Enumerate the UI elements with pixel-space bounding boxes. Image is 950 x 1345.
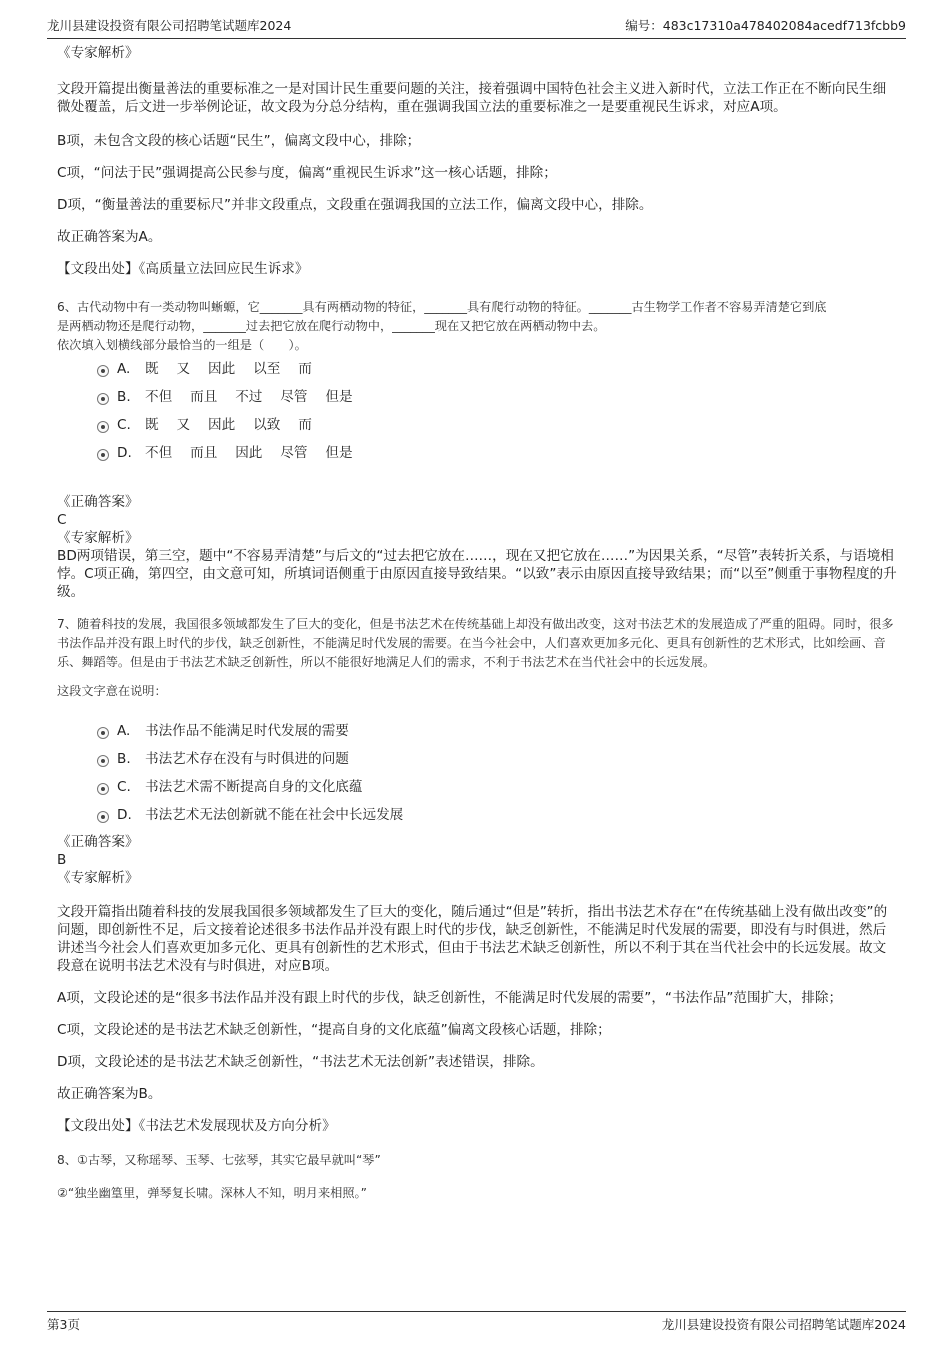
q7-analysis-c: C项，文段论述的是书法艺术缺乏创新性，“提高自身的文化底蕴”偏离文段核心话题，排除；	[57, 1022, 611, 1038]
page-footer	[47, 1311, 906, 1334]
option-text: 既 又 因此 以至 而	[145, 361, 312, 377]
footer-title: 龙川县建设投资有限公司招聘笔试题库2024	[661, 1317, 906, 1332]
q6-option-b[interactable]	[57, 385, 897, 413]
radio-icon[interactable]	[97, 727, 109, 739]
option-letter: D.	[117, 445, 132, 461]
option-letter: B.	[117, 751, 131, 767]
option-letter: D.	[117, 807, 132, 823]
q6-text-line2: 是两栖动物还是爬行动物，_______过去把它放在爬行动物中，_______现在又把它放在两栖动物中去。	[57, 319, 606, 333]
q7-answer-title: 《正确答案》	[57, 834, 139, 850]
header-code: 编号：483c17310a478402084acedf713fcbb9	[625, 18, 906, 33]
q6-option-d[interactable]	[57, 441, 897, 469]
question-7	[57, 615, 897, 1135]
q6-text-line1: 6、古代动物中有一类动物叫蜥螈，它_______具有两栖动物的特征，_______具有爬行动物的特征。_______古生物学工作者不容易弄清楚它到底	[57, 300, 827, 314]
option-text: 书法艺术无法创新就不能在社会中长远发展	[145, 807, 404, 823]
q7-answer: B	[57, 852, 67, 868]
option-text: 既 又 因此 以致 而	[145, 417, 312, 433]
radio-icon[interactable]	[97, 365, 109, 377]
q5-analysis-b: B项，未包含文段的核心话题“民生”，偏离文段中心，排除；	[57, 133, 421, 149]
question-6	[57, 298, 897, 601]
q7-option-a[interactable]	[57, 719, 897, 747]
page-content	[57, 44, 897, 1203]
option-letter: A.	[117, 723, 131, 739]
option-letter: A.	[117, 361, 131, 377]
q7-text: 7、随着科技的发展，我国很多领域都发生了巨大的变化，但是书法艺术在传统基础上却没有做出改变，这对书法艺术的发展造成了严重的阻碍。同时，很多书法作品并没有跟上时代的步伐，缺乏创新性，不能满足时代发展的需要。在当今社会中，人们喜欢更加多元化、更具有创新性的艺术形式，比如绘画、音乐、舞蹈等。但是由于书法艺术缺乏创新性，所以不能很好地满足人们的需求，不利于书法艺术在当代社会中的长远发展。	[57, 617, 894, 669]
q6-answer: C	[57, 512, 67, 528]
q7-analysis-p1: 文段开篇指出随着科技的发展我国很多领域都发生了巨大的变化，随后通过“但是”转折，指出书法艺术存在“在传统基础上没有做出改变”的问题，即创新性不足，后文接着论述很多书法作品并没有跟上时代的步伐，缺乏创新性，不能满足时代发展的需要，即没有与时俱进，然后讲述当今社会人们喜欢更加多元化、更具有创新性的艺术形式，但由于书法艺术缺乏创新性，所以不利于其在当代社会中的长远发展。故文段意在说明书法艺术没有与时俱进，对应B项。	[57, 904, 888, 974]
q6-prompt: 依次填入划横线部分最恰当的一组是（ ）。	[57, 338, 307, 352]
q6-answer-title: 《正确答案》	[57, 494, 139, 510]
radio-icon[interactable]	[97, 393, 109, 405]
radio-icon[interactable]	[97, 811, 109, 823]
radio-icon[interactable]	[97, 449, 109, 461]
q7-analysis-d: D项，文段论述的是书法艺术缺乏创新性，“书法艺术无法创新”表述错误，排除。	[57, 1054, 544, 1070]
radio-icon[interactable]	[97, 755, 109, 767]
header-title: 龙川县建设投资有限公司招聘笔试题库2024	[47, 18, 292, 33]
q7-analysis-title: 《专家解析》	[57, 870, 139, 886]
q8-line1: 8、①古琴，又称瑶琴、玉琴、七弦琴，其实它最早就叫“琴”	[57, 1153, 381, 1167]
q6-analysis-title: 《专家解析》	[57, 530, 139, 546]
q7-option-c[interactable]	[57, 775, 897, 803]
q7-conclusion: 故正确答案为B。	[57, 1086, 162, 1102]
q5-source: 【文段出处】《高质量立法回应民生诉求》	[57, 261, 309, 277]
q5-conclusion: 故正确答案为A。	[57, 229, 162, 245]
q5-analysis-title: 《专家解析》	[57, 45, 139, 61]
option-text: 书法艺术存在没有与时俱进的问题	[145, 751, 349, 767]
q6-options	[57, 357, 897, 469]
q7-source: 【文段出处】《书法艺术发展现状及方向分析》	[57, 1118, 336, 1134]
option-letter: C.	[117, 417, 131, 433]
q5-analysis-d: D项，“衡量善法的重要标尺”并非文段重点，文段重在强调我国的立法工作，偏离文段中心，排除。	[57, 197, 653, 213]
q7-option-d[interactable]	[57, 803, 897, 831]
q8-line2: ②“独坐幽篁里，弹琴复长啸。深林人不知，明月来相照。”	[57, 1186, 367, 1200]
q6-option-a[interactable]	[57, 357, 897, 385]
option-letter: C.	[117, 779, 131, 795]
q6-analysis: BD两项错误，第三空，题中“不容易弄清楚”与后文的“过去把它放在……，现在又把它放在……”为因果关系，“尽管”表转折关系，与语境相悖。C项正确，第四空，由文意可知，所填词语侧重于由原因直接导致结果。“以致”表示由原因直接导致结果；而“以至”侧重于事物程度的升级。	[57, 548, 897, 600]
q7-analysis-a: A项，文段论述的是“很多书法作品并没有跟上时代的步伐，缺乏创新性，不能满足时代发展的需要”，“书法作品”范围扩大，排除；	[57, 990, 843, 1006]
q6-option-c[interactable]	[57, 413, 897, 441]
q5-analysis-c: C项，“问法于民”强调提高公民参与度，偏离“重视民生诉求”这一核心话题，排除；	[57, 165, 557, 181]
option-letter: B.	[117, 389, 131, 405]
option-text: 书法艺术需不断提高自身的文化底蕴	[145, 779, 363, 795]
q5-analysis-p1: 文段开篇提出衡量善法的重要标准之一是对国计民生重要问题的关注，接着强调中国特色社会主义进入新时代，立法工作正在不断向民生细微处覆盖，后文进一步举例论证，故文段为分总分结构，重在强调我国立法的重要标准之一是要重视民生诉求，对应A项。	[57, 81, 887, 115]
q7-prompt: 这段文字意在说明：	[57, 684, 167, 698]
option-text: 不但 而且 因此 尽管 但是	[145, 445, 353, 461]
radio-icon[interactable]	[97, 421, 109, 433]
q7-option-b[interactable]	[57, 747, 897, 775]
page-header	[47, 14, 906, 39]
option-text: 书法作品不能满足时代发展的需要	[145, 723, 349, 739]
footer-page-number: 第3页	[47, 1317, 80, 1332]
option-text: 不但 而且 不过 尽管 但是	[145, 389, 353, 405]
question-8	[57, 1151, 897, 1203]
radio-icon[interactable]	[97, 783, 109, 795]
q7-options	[57, 719, 897, 831]
